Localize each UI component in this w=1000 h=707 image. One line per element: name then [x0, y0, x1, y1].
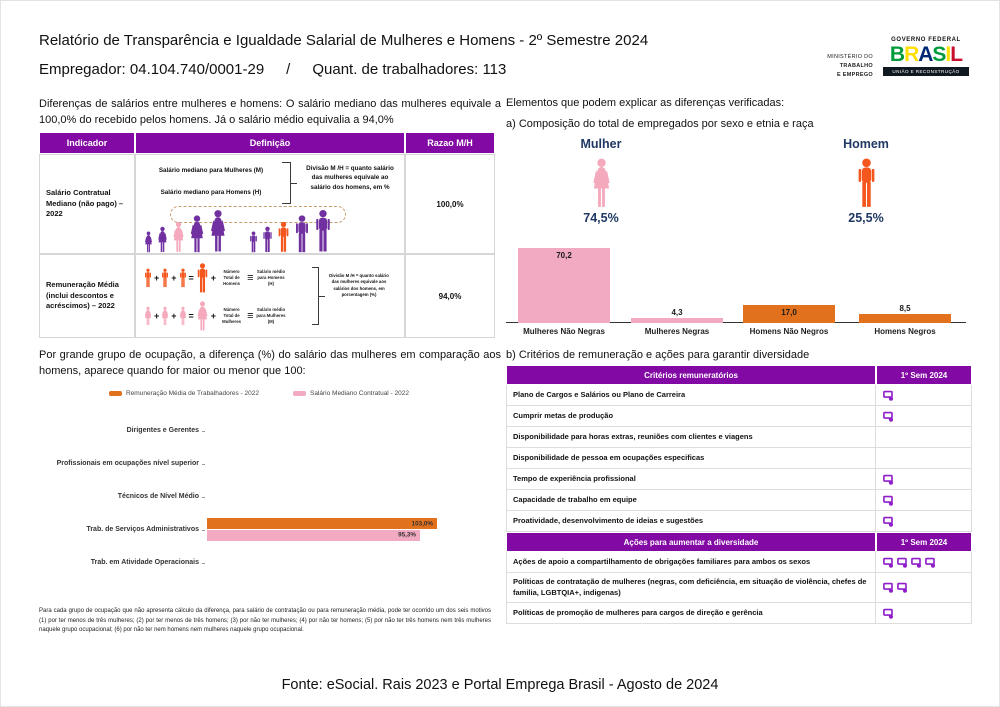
- median-division-note: Divisão M /H = quanto salário das mulheres equivale ao salário dos homens, em %: [306, 165, 394, 191]
- occupation-bar-chart: [39, 408, 484, 576]
- indicator-row1-label: Salário Contratual Mediano (não pago) – 2022: [39, 154, 135, 254]
- man-icon: [262, 226, 273, 253]
- criterion-check-icon: [883, 495, 894, 506]
- criteria-header-label: Critérios remuneratórios: [506, 365, 876, 385]
- median-bracket: [282, 162, 291, 204]
- criteria-row: [506, 490, 972, 511]
- indicator-row2-ratio: 94,0%: [405, 254, 495, 338]
- brasil-letter: I: [945, 43, 951, 66]
- occupation-bar-value: 95,3%: [398, 531, 416, 539]
- occupation-chart-legend: [39, 390, 479, 397]
- criteria-header-period: 1º Sem 2024: [876, 365, 972, 385]
- criteria-row-checks: [875, 427, 971, 447]
- woman-icon: [591, 158, 612, 208]
- indicator-row2-definition: [135, 254, 405, 338]
- man-icon: [856, 158, 877, 208]
- brasil-logo: [883, 44, 969, 65]
- sum-label: Número Total de Homens: [223, 268, 241, 286]
- brasil-letter: R: [904, 43, 919, 66]
- criteria-row-checks: [875, 490, 971, 510]
- woman-icon: [144, 231, 153, 253]
- axis-tick: [202, 431, 205, 432]
- legend-label: Remuneração Média de Trabalhadores - 2022: [126, 390, 259, 397]
- ministry-line3: E EMPREGO: [836, 71, 873, 78]
- woman-icon: [161, 306, 169, 326]
- criteria-row-checks: [875, 448, 971, 468]
- occupation-bar: [207, 518, 437, 529]
- indicator-table-header-razao: Razao M/H: [405, 132, 495, 154]
- man-icon: [811, 158, 921, 208]
- composition-category-label: Mulheres Negras: [644, 327, 710, 336]
- criteria-row-checks: [875, 469, 971, 489]
- female-label: Mulher: [580, 137, 622, 151]
- occupation-row: [39, 546, 484, 579]
- woman-icon: [189, 215, 205, 253]
- legend-swatch: [109, 391, 122, 396]
- governo-federal-logo: [883, 37, 969, 76]
- criteria-row-label: Disponibilidade para horas extras, reuniões com clientes e viagens: [513, 431, 753, 441]
- criteria-header-row: [506, 365, 972, 385]
- indicator-table-header-indicador: Indicador: [39, 132, 135, 154]
- indicator-table-header-definicao: Definição: [135, 132, 405, 154]
- man-icon: [314, 209, 332, 253]
- criteria-row: [506, 448, 972, 469]
- criteria-row-label: Proatividade, desenvolvimento de ideias e sugestões: [513, 515, 704, 525]
- gov-top-text: GOVERNO FEDERAL: [891, 37, 961, 43]
- criteria-header-period: 1º Sem 2024: [876, 532, 972, 552]
- composition-title: a) Composição do total de empregados por sexo e etnia e raça: [506, 118, 814, 130]
- criteria-row-checks: [875, 406, 971, 426]
- man-icon: [249, 231, 258, 253]
- criteria-row-checks: [875, 511, 971, 531]
- indicator-row1-definition: [135, 154, 405, 254]
- criterion-check-icon: [883, 516, 894, 527]
- occupation-row: [39, 447, 484, 480]
- composition-value-label: 4,3: [671, 308, 683, 317]
- criteria-table: [506, 365, 972, 624]
- axis-tick: [202, 464, 205, 465]
- criterion-check-icon: [911, 557, 922, 568]
- criteria-row: [506, 427, 972, 448]
- female-percentage: 74,5%: [583, 211, 619, 225]
- ministry-line2: TRABALHO: [839, 62, 873, 69]
- criteria-row-label: Capacidade de trabalho em equipe: [513, 494, 637, 504]
- composition-category-label: Mulheres Não Negras: [523, 327, 605, 336]
- criteria-row-checks: [875, 385, 971, 405]
- median-women-label: Salário mediano para Mulheres (M): [158, 167, 264, 174]
- criterion-check-icon: [897, 582, 908, 593]
- employer-id: Empregador: 04.104.740/0001-29: [39, 61, 265, 78]
- legend-label: Salário Mediano Contratual - 2022: [309, 390, 409, 397]
- woman-icon: [157, 226, 168, 253]
- criteria-row-checks: [875, 552, 971, 572]
- median-population-figures: [144, 207, 336, 253]
- man-icon: [179, 268, 187, 288]
- ministry-line1: MINISTÉRIO DO: [827, 54, 873, 60]
- woman-icon: [179, 306, 187, 326]
- ministry-logo: [801, 53, 873, 79]
- composition-bar-chart: [506, 231, 971, 336]
- criteria-row: [506, 469, 972, 490]
- criteria-header-label: Ações para aumentar a diversidade: [506, 532, 876, 552]
- composition-category-label: Homens Não Negros: [749, 327, 829, 336]
- criteria-row-label: Disponibilidade de pessoa em ocupações especificas: [513, 452, 705, 462]
- source-footer: Fonte: eSocial. Rais 2023 e Portal Emprega Brasil - Agosto de 2024: [281, 677, 719, 693]
- indicator-row1-ratio: 100,0%: [405, 154, 495, 254]
- sum-label: Número Total de Mulheres: [222, 306, 241, 324]
- page-title: Relatório de Transparência e Igualdade Salarial de Mulheres e Homens - 2º Semestre 2024: [39, 32, 649, 49]
- man-icon: [161, 268, 169, 288]
- indicator-table: [39, 132, 495, 338]
- occupation-row: [39, 480, 484, 513]
- occupation-bar: [207, 530, 420, 541]
- occupation-category-label: Técnicos de Nível Médio: [117, 492, 199, 500]
- male-share-block: [811, 137, 921, 225]
- legend-item: [109, 390, 259, 397]
- occupation-category-label: Profissionais em ocupações nível superior: [56, 459, 199, 467]
- worker-count: Quant. de trabalhadores: 113: [312, 61, 507, 78]
- woman-icon: [546, 158, 656, 208]
- criterion-check-icon: [897, 557, 908, 568]
- criteria-title: b) Critérios de remuneração e ações para garantir diversidade: [506, 349, 810, 361]
- criterion-check-icon: [925, 557, 936, 568]
- elements-title: Elementos que podem explicar as diferenças verificadas:: [506, 97, 785, 109]
- average-division-note: Divisão M /H = quanto salário das mulheres equivale aos salários dos homens, em porcentagem (%): [329, 273, 389, 298]
- average-men-formula: + + = + Número Total de Homens ≡ Salário médio para Homens (H): [144, 261, 286, 295]
- woman-icon: [172, 221, 185, 253]
- criteria-row-label: Políticas de promoção de mulheres para cargos de direção e gerência: [513, 607, 763, 617]
- criteria-row-checks: [875, 573, 971, 602]
- median-men-label: Salário mediano para Homens (H): [160, 189, 262, 196]
- criteria-row-label: Plano de Cargos e Salários ou Plano de Carreira: [513, 389, 686, 399]
- criteria-row: [506, 573, 972, 603]
- occupation-footnote: Para cada grupo de ocupação que não apresenta cálculo da diferença, para salário de contratação ou para remuneração média, pode ter ocorrido um dos seis motivos (1) por ter menos de três mulheres; (2) por ter menos de três homens; (3) por não ter mulheres; (4) por não ter homens; (5) por não ter três homens nem três mulheres naquele grupo ocupacional; (6) por não ter nem homens nem mulheres naquele grupo ocupacional.: [39, 608, 491, 634]
- composition-value-label: 8,5: [899, 304, 911, 313]
- axis-tick: [202, 497, 205, 498]
- avg-label: Salário médio para Homens (H): [256, 268, 286, 286]
- criterion-check-icon: [883, 390, 894, 401]
- employer-line: [39, 61, 506, 78]
- composition-value-label: 17,0: [781, 308, 797, 317]
- man-icon: [294, 215, 310, 253]
- separator-slash: /: [286, 61, 291, 78]
- criterion-check-icon: [883, 411, 894, 422]
- legend-item: [293, 390, 409, 397]
- criteria-row-checks: [875, 603, 971, 623]
- criteria-row-label: Políticas de contratação de mulheres (negras, com deficiência, em situação de violência, chefes de familia, LGBTQIA+, indigenas): [513, 577, 867, 597]
- criteria-header-row: [506, 532, 972, 552]
- average-women-formula: + + = + Número Total de Mulheres ≡ Salário médio para Mulheres (M): [144, 299, 286, 333]
- occupation-row: [39, 513, 484, 546]
- occupation-bar-value: 103,0%: [411, 520, 433, 527]
- average-bracket: [312, 267, 319, 325]
- occupation-category-label: Dirigentes e Gerentes: [126, 426, 199, 434]
- occupation-category-label: Trab. de Serviços Administrativos: [86, 525, 199, 533]
- criteria-row-label: Ações de apoio a compartilhamento de obrigações familiares para ambos os sexos: [513, 556, 811, 566]
- composition-value-label: 70,2: [556, 251, 572, 260]
- avg-label: Salário médio para Mulheres (M): [256, 306, 286, 324]
- woman-icon: [196, 301, 209, 331]
- criteria-row: [506, 406, 972, 427]
- man-icon: [144, 268, 152, 288]
- female-share-block: [546, 137, 656, 225]
- criteria-row-label: Cumprir metas de produção: [513, 410, 614, 420]
- man-icon: [196, 263, 209, 293]
- composition-bar: [631, 318, 723, 323]
- criterion-check-icon: [883, 582, 894, 593]
- occupation-row: [39, 414, 484, 447]
- occupation-category-label: Trab. em Atividade Operacionais: [90, 558, 199, 566]
- brasil-letter: L: [950, 43, 963, 66]
- male-percentage: 25,5%: [848, 211, 884, 225]
- criterion-check-icon: [883, 474, 894, 485]
- legend-swatch: [293, 391, 306, 396]
- salary-difference-intro: Diferenças de salários entre mulheres e homens: O salário mediano das mulheres equivale a 100,0% do recebido pelos homens. Já o salário médio equivalia a 94,0%: [39, 98, 501, 126]
- criteria-row: [506, 511, 972, 532]
- criteria-row: [506, 552, 972, 573]
- woman-icon: [144, 306, 152, 326]
- composition-category-label: Homens Negros: [874, 327, 936, 336]
- criterion-check-icon: [883, 557, 894, 568]
- criteria-row-label: Tempo de experiência profissional: [513, 473, 636, 483]
- brasil-letter: S: [932, 43, 946, 66]
- criterion-check-icon: [883, 608, 894, 619]
- man-icon: [277, 221, 290, 253]
- criteria-row: [506, 603, 972, 624]
- composition-bar: [859, 314, 951, 323]
- male-label: Homem: [843, 137, 889, 151]
- brasil-letter: A: [918, 43, 933, 66]
- brasil-letter: B: [889, 43, 905, 66]
- indicator-row2-label: Remuneração Média (inclui descontos e acréscimos) – 2022: [39, 254, 135, 338]
- axis-tick: [202, 530, 205, 531]
- criteria-row: [506, 385, 972, 406]
- axis-tick: [202, 563, 205, 564]
- occupation-intro: Por grande grupo de ocupação, a diferença (%) do salário das mulheres em comparação aos homens, aparece quando for maior ou menor que 100:: [39, 349, 501, 377]
- gov-bottom-text: UNIÃO E RECONSTRUÇÃO: [883, 67, 969, 76]
- woman-icon: [209, 209, 227, 253]
